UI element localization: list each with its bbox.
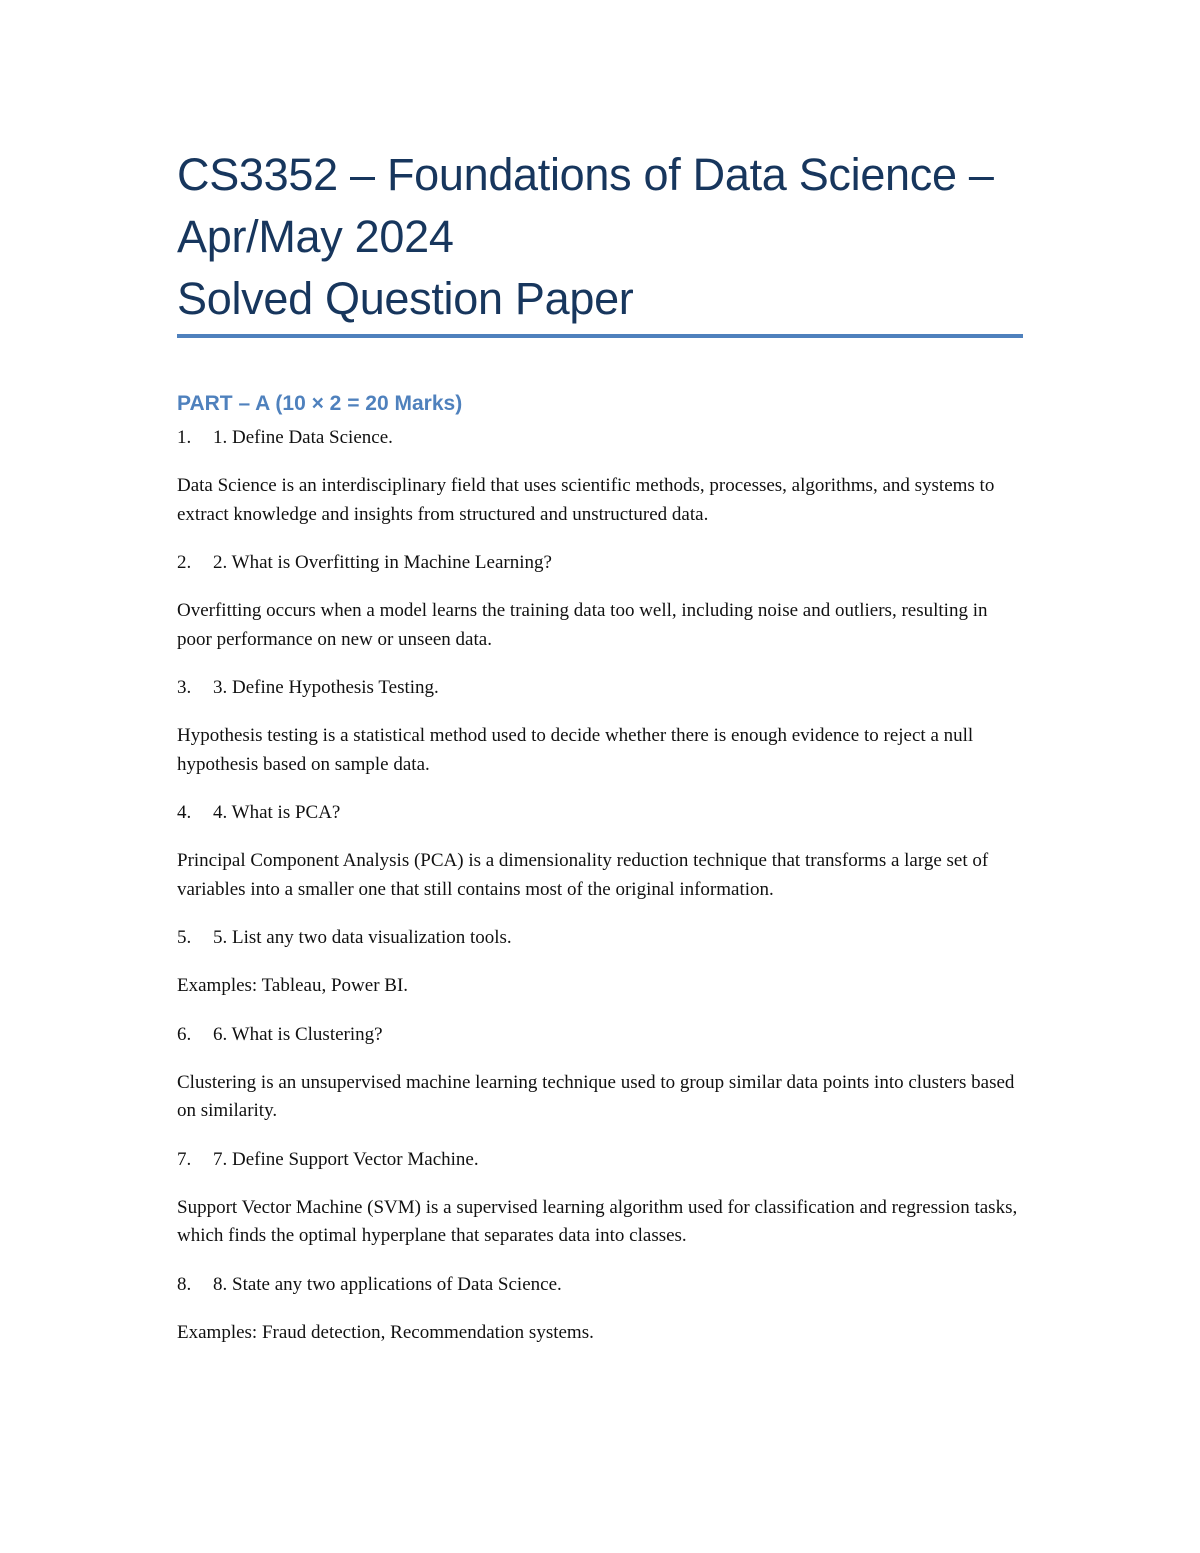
- question-number: 2.: [177, 552, 192, 573]
- question-text: 3. Define Hypothesis Testing.: [213, 677, 439, 698]
- question-item: [177, 674, 1023, 702]
- document-title: [177, 144, 1023, 330]
- question-number: 6.: [177, 1023, 192, 1045]
- answer-text: Examples: Tableau, Power BI.: [177, 975, 409, 996]
- question-number: 5.: [177, 927, 192, 948]
- answer-text: Hypothesis testing is a statistical method used to decide whether there is enough evidence to reject a null hypothesis based on sample data.: [177, 725, 974, 775]
- answer-text: Examples: Fraud detection, Recommendation systems.: [177, 1321, 594, 1343]
- question-item: [177, 549, 1023, 577]
- question-item: [177, 424, 1023, 452]
- title-line-2: Apr/May 2024: [177, 211, 454, 262]
- question-text: 7. Define Support Vector Machine.: [213, 1148, 479, 1170]
- question-number: 8.: [177, 1273, 192, 1295]
- question-number: 3.: [177, 677, 192, 698]
- question-item: [177, 799, 1023, 827]
- question-item: [177, 1146, 1023, 1174]
- answer-text: Clustering is an unsupervised machine learning technique used to group similar data points into clusters based on similarity.: [177, 1071, 1015, 1121]
- question-number: 4.: [177, 802, 192, 823]
- title-line-1: CS3352 – Foundations of Data Science –: [177, 149, 994, 200]
- answer-text: Support Vector Machine (SVM) is a supervised learning algorithm used for classification and regression tasks, which finds the optimal hyperplane that separates data into classes.: [177, 1196, 1018, 1246]
- question-number: 7.: [177, 1148, 192, 1170]
- question-text: 6. What is Clustering?: [213, 1023, 383, 1045]
- question-number: 1.: [177, 427, 192, 448]
- section-heading: PART – A (10 × 2 = 20 Marks): [177, 392, 463, 415]
- title-line-3: Solved Question Paper: [177, 273, 634, 324]
- answer-text: Overfitting occurs when a model learns the training data too well, including noise and outliers, resulting in poor performance on new or unseen data.: [177, 600, 988, 650]
- question-text: 8. State any two applications of Data Science.: [213, 1273, 562, 1295]
- question-text: 2. What is Overfitting in Machine Learning?: [213, 552, 552, 573]
- question-list: [177, 424, 1023, 1367]
- question-item: [177, 1021, 1023, 1049]
- question-text: 4. What is PCA?: [213, 802, 341, 823]
- answer-text: Principal Component Analysis (PCA) is a dimensionality reduction technique that transforms a large set of variables into a smaller one that still contains most of the original information.: [177, 850, 989, 900]
- question-item: [177, 924, 1023, 952]
- question-text: 1. Define Data Science.: [213, 427, 393, 448]
- question-text: 5. List any two data visualization tools.: [213, 927, 512, 948]
- answer-text: Data Science is an interdisciplinary field that uses scientific methods, processes, algorithms, and systems to extract knowledge and insights from structured and unstructured data.: [177, 475, 995, 525]
- title-underline-divider: [177, 334, 1023, 338]
- question-item: [177, 1271, 1023, 1299]
